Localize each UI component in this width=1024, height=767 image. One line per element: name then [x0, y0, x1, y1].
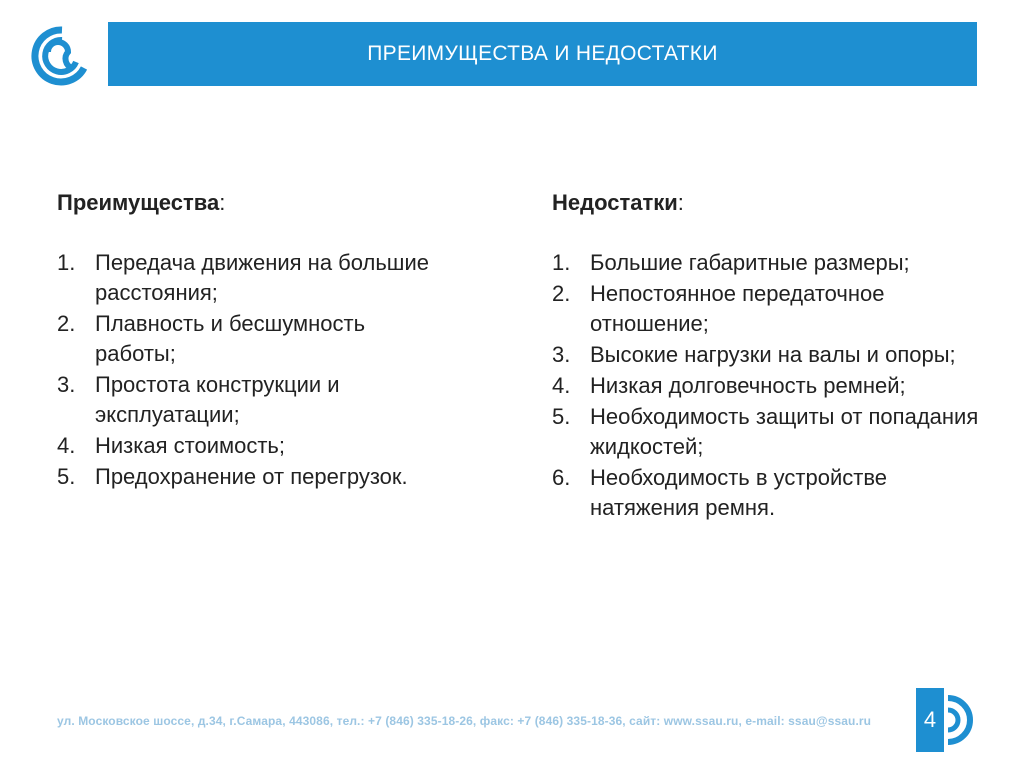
- list-item-number: 3.: [57, 372, 76, 397]
- page-number: 4: [923, 707, 937, 732]
- list-item: [552, 463, 992, 523]
- list-item-number: 3.: [552, 342, 571, 367]
- list-item: [552, 248, 992, 278]
- list-item-number: 2.: [57, 311, 76, 336]
- advantages-heading-text: Преимущества: [57, 190, 220, 215]
- page-title: ПРЕИМУЩЕСТВА И НЕДОСТАТКИ: [367, 42, 718, 65]
- list-item-text: Большие габаритные размеры;: [590, 250, 910, 275]
- list-item-number: 5.: [57, 464, 76, 489]
- list-item-text: Передача движения на большие расстояния;: [95, 250, 429, 305]
- list-item-text: Низкая стоимость;: [95, 433, 285, 458]
- advantages-heading-colon: :: [219, 190, 226, 215]
- list-item: [552, 402, 992, 462]
- list-item-text: Необходимость защиты от попадания жидкостей;: [590, 404, 979, 459]
- page-number-badge: [916, 688, 944, 752]
- list-item-number: 4.: [57, 433, 76, 458]
- header-bar: [108, 22, 977, 86]
- list-item-number: 2.: [552, 281, 571, 306]
- disadvantages-list: [552, 248, 992, 523]
- disadvantages-heading-text: Недостатки: [552, 190, 678, 215]
- list-item-text: Плавность и бесшумность работы;: [95, 311, 366, 366]
- list-item: [57, 462, 437, 492]
- list-item-text: Низкая долговечность ремней;: [590, 373, 906, 398]
- advantages-list: [57, 248, 437, 492]
- list-item: [57, 309, 437, 369]
- list-item-number: 1.: [552, 250, 571, 275]
- disadvantages-column: [552, 188, 992, 524]
- list-item: [57, 431, 437, 461]
- disadvantages-heading: [552, 188, 992, 218]
- list-item-text: Простота конструкции и эксплуатации;: [95, 372, 340, 427]
- ssau-logo-icon: [22, 22, 102, 90]
- list-item-number: 1.: [57, 250, 76, 275]
- list-item-text: Предохранение от перегрузок.: [95, 464, 408, 489]
- list-item: [552, 371, 992, 401]
- footer-contacts: ул. Московское шоссе, д.34, г.Самара, 443086, тел.: +7 (846) 335-18-26, факс: +7 (846) 335-18-36, сайт: www.ssau.ru, e-mail: ssau@ssau.ru: [57, 714, 872, 728]
- list-item: [57, 248, 437, 308]
- list-item: [552, 340, 992, 370]
- list-item-number: 4.: [552, 373, 571, 398]
- list-item-number: 6.: [552, 465, 571, 490]
- list-item: [57, 370, 437, 430]
- ssau-logo-small-icon: [946, 688, 976, 752]
- list-item: [552, 279, 992, 339]
- list-item-text: Непостоянное передаточное отношение;: [590, 281, 885, 336]
- advantages-column: [57, 188, 437, 493]
- disadvantages-heading-colon: :: [677, 190, 684, 215]
- list-item-text: Высокие нагрузки на валы и опоры;: [590, 342, 956, 367]
- advantages-heading: [57, 188, 437, 218]
- list-item-text: Необходимость в устройстве натяжения ремня.: [590, 465, 888, 520]
- list-item-number: 5.: [552, 404, 571, 429]
